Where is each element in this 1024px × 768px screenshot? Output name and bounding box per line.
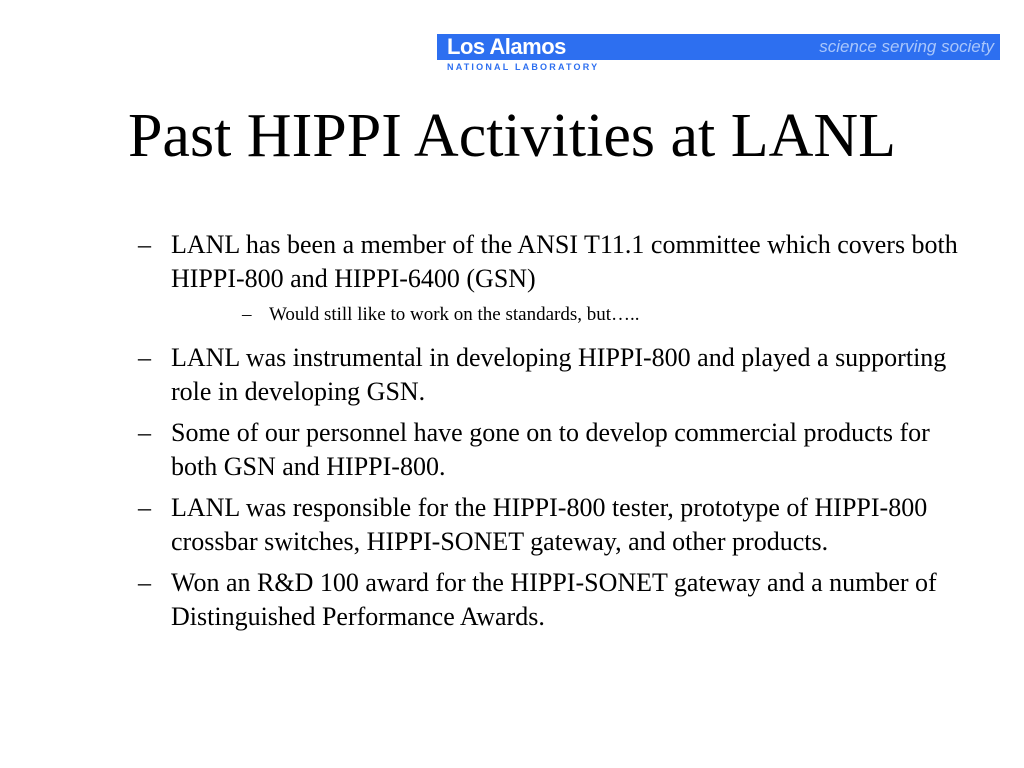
logo-sub-text: NATIONAL LABORATORY — [447, 62, 600, 72]
bullet-list — [138, 228, 958, 641]
bullet-text: LANL was instrumental in developing HIPPI-800 and played a supporting role in developing GSN. — [171, 343, 947, 406]
bullet-item — [138, 341, 958, 409]
bullet-dash: – — [138, 343, 151, 372]
bullet-dash: – — [138, 418, 151, 447]
bullet-item — [138, 228, 958, 296]
sub-bullet-text: Would still like to work on the standards, but….. — [269, 304, 640, 325]
logo-main-text: Los Alamos — [447, 34, 566, 59]
bullet-dash: – — [138, 493, 151, 522]
bullet-text: Some of our personnel have gone on to develop commercial products for both GSN and HIPPI-800. — [171, 418, 930, 481]
bullet-text: LANL has been a member of the ANSI T11.1 committee which covers both HIPPI-800 and HIPPI-6400 (GSN) — [171, 230, 958, 293]
bullet-dash: – — [138, 230, 151, 259]
slide-title: Past HIPPI Activities at LANL — [127, 102, 897, 170]
bullet-item — [138, 416, 958, 484]
sub-bullet-item — [138, 303, 958, 327]
bullet-dash: – — [138, 568, 151, 597]
sub-bullet-dash: – — [242, 304, 252, 325]
tagline: science serving society — [819, 37, 994, 56]
los-alamos-logo — [437, 34, 600, 74]
bullet-text: LANL was responsible for the HIPPI-800 tester, prototype of HIPPI-800 crossbar switches, HIPPI-SONET gateway, and other products. — [171, 493, 928, 556]
bullet-item — [138, 491, 958, 559]
bullet-text: Won an R&D 100 award for the HIPPI-SONET gateway and a number of Distinguished Performance Awards. — [171, 568, 937, 631]
bullet-item — [138, 566, 958, 634]
